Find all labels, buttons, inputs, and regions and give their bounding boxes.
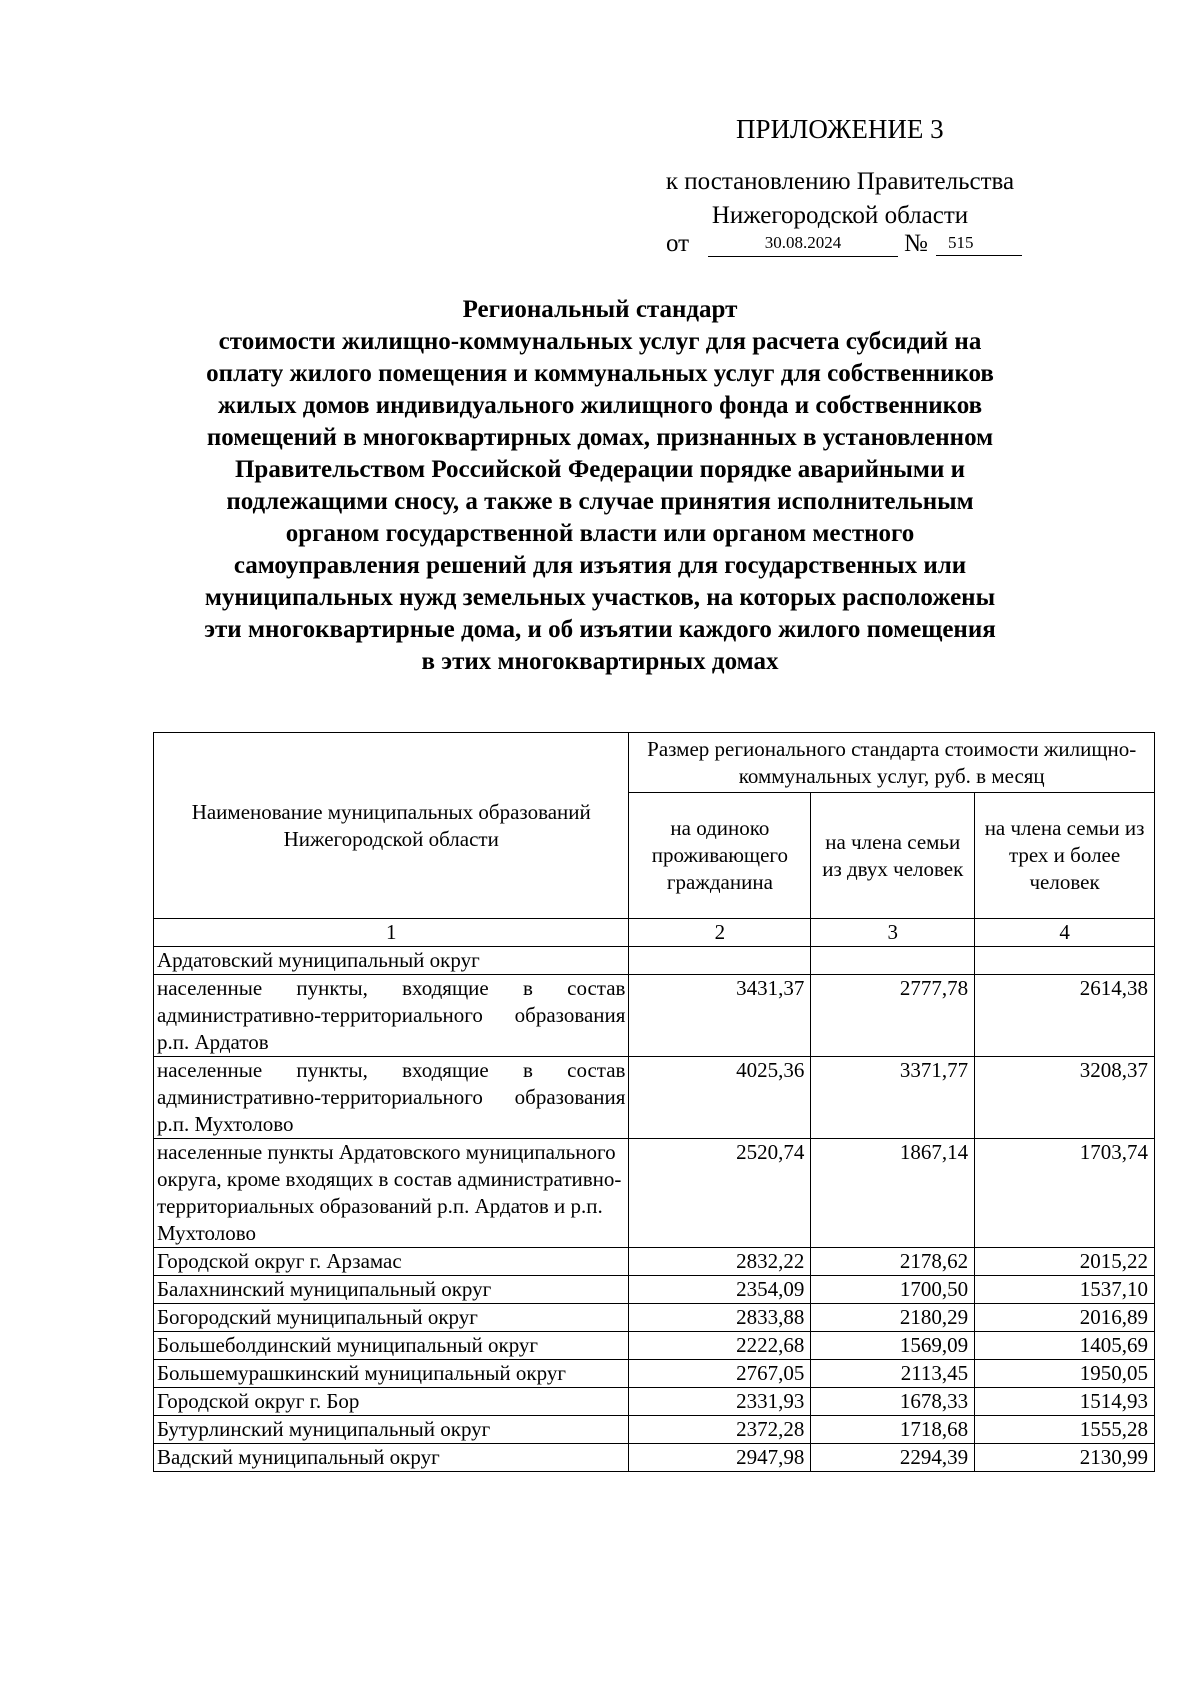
value-three-plus: 1703,74 bbox=[975, 1139, 1155, 1248]
table-row bbox=[154, 1139, 1155, 1248]
header-two-person: на члена семьи из двух человек bbox=[811, 793, 975, 919]
value-single: 2947,98 bbox=[629, 1444, 811, 1472]
table-row bbox=[154, 1304, 1155, 1332]
value-single: 4025,36 bbox=[629, 1057, 811, 1139]
table-row bbox=[154, 1248, 1155, 1276]
title-line: в этих многоквартирных домах bbox=[421, 648, 779, 675]
value-single: 2372,28 bbox=[629, 1416, 811, 1444]
value-single bbox=[629, 947, 811, 975]
value-two-person: 2178,62 bbox=[811, 1248, 975, 1276]
table-row bbox=[154, 1057, 1155, 1139]
header-municipality: Наименование муниципальных образований Нижегородской области bbox=[154, 733, 629, 919]
title-line: оплату жилого помещения и коммунальных услуг для собственников bbox=[206, 360, 994, 387]
value-three-plus: 3208,37 bbox=[975, 1057, 1155, 1139]
value-two-person bbox=[811, 947, 975, 975]
index-cell: 3 bbox=[811, 919, 975, 947]
value-single: 2833,88 bbox=[629, 1304, 811, 1332]
header-three-plus: на члена семьи из трех и более человек bbox=[975, 793, 1155, 919]
number-value: 515 bbox=[936, 232, 1022, 256]
title-line: стоимости жилищно-коммунальных услуг для расчета субсидий на bbox=[218, 328, 982, 355]
value-three-plus: 1514,93 bbox=[975, 1388, 1155, 1416]
header-group: Размер регионального стандарта стоимости жилищно-коммунальных услуг, руб. в месяц bbox=[629, 733, 1155, 793]
municipality-name: Богородский муниципальный округ bbox=[154, 1304, 629, 1332]
table-row bbox=[154, 1388, 1155, 1416]
value-two-person: 2113,45 bbox=[811, 1360, 975, 1388]
value-two-person: 1700,50 bbox=[811, 1276, 975, 1304]
appendix-label: ПРИЛОЖЕНИЕ 3 bbox=[736, 114, 944, 144]
table-row bbox=[154, 1276, 1155, 1304]
value-single: 2767,05 bbox=[629, 1360, 811, 1388]
value-three-plus: 1555,28 bbox=[975, 1416, 1155, 1444]
municipality-name: Ардатовский муниципальный округ bbox=[154, 947, 629, 975]
municipality-name: Большеболдинский муниципальный округ bbox=[154, 1332, 629, 1360]
decree-line-2: Нижегородской области bbox=[711, 202, 969, 229]
municipality-name: Бутурлинский муниципальный округ bbox=[154, 1416, 629, 1444]
index-row bbox=[154, 919, 1155, 947]
decree-line-1: к постановлению Правительства bbox=[665, 168, 1015, 195]
value-single: 2331,93 bbox=[629, 1388, 811, 1416]
value-three-plus: 2016,89 bbox=[975, 1304, 1155, 1332]
title-line: помещений в многоквартирных домах, признанных в установленном bbox=[206, 424, 994, 451]
municipality-name: Вадский муниципальный округ bbox=[154, 1444, 629, 1472]
value-three-plus bbox=[975, 947, 1155, 975]
value-single: 2222,68 bbox=[629, 1332, 811, 1360]
value-two-person: 3371,77 bbox=[811, 1057, 975, 1139]
title-line: эти многоквартирные дома, и об изъятии каждого жилого помещения bbox=[204, 616, 996, 643]
value-single: 2520,74 bbox=[629, 1139, 811, 1248]
municipality-name: населенные пункты, входящие в состав административно-территориального образования р.п. Мухтолово bbox=[154, 1057, 629, 1139]
municipality-name: Большемурашкинский муниципальный округ bbox=[154, 1360, 629, 1388]
title-line: органом государственной власти или органом местного bbox=[285, 520, 915, 547]
value-two-person: 1569,09 bbox=[811, 1332, 975, 1360]
document-title bbox=[150, 294, 1050, 678]
value-two-person: 2777,78 bbox=[811, 975, 975, 1057]
header-single: на одиноко проживающего гражданина bbox=[629, 793, 811, 919]
decree-reference bbox=[640, 165, 1040, 233]
value-two-person: 1718,68 bbox=[811, 1416, 975, 1444]
municipality-name: Городской округ г. Арзамас bbox=[154, 1248, 629, 1276]
title-line: жилых домов индивидуального жилищного фонда и собственников bbox=[217, 392, 983, 419]
table-row bbox=[154, 1332, 1155, 1360]
table-row bbox=[154, 975, 1155, 1057]
value-three-plus: 2130,99 bbox=[975, 1444, 1155, 1472]
municipality-name: населенные пункты, входящие в состав административно-территориального образования р.п. Ардатов bbox=[154, 975, 629, 1057]
number-label: № bbox=[904, 230, 928, 257]
value-three-plus: 1537,10 bbox=[975, 1276, 1155, 1304]
title-line: Региональный стандарт bbox=[462, 296, 738, 323]
municipality-name: Балахнинский муниципальный округ bbox=[154, 1276, 629, 1304]
title-line: муниципальных нужд земельных участков, на которых расположены bbox=[204, 584, 996, 611]
title-line: подлежащими сносу, а также в случае принятия исполнительным bbox=[226, 488, 974, 515]
value-single: 2832,22 bbox=[629, 1248, 811, 1276]
index-cell: 1 bbox=[154, 919, 629, 947]
value-two-person: 1867,14 bbox=[811, 1139, 975, 1248]
title-line: Правительством Российской Федерации порядке аварийными и bbox=[234, 456, 966, 483]
table-row bbox=[154, 947, 1155, 975]
table-row bbox=[154, 1360, 1155, 1388]
municipality-name: населенные пункты Ардатовского муниципального округа, кроме входящих в состав административно-территориальных образований р.п. Ардатов и р.п. Мухтолово bbox=[154, 1139, 629, 1248]
table-row bbox=[154, 1416, 1155, 1444]
index-cell: 2 bbox=[629, 919, 811, 947]
date-value: 30.08.2024 bbox=[708, 232, 898, 257]
index-cell: 4 bbox=[975, 919, 1155, 947]
value-three-plus: 1950,05 bbox=[975, 1360, 1155, 1388]
value-two-person: 2294,39 bbox=[811, 1444, 975, 1472]
date-label: от bbox=[666, 230, 690, 257]
value-three-plus: 2614,38 bbox=[975, 975, 1155, 1057]
value-single: 3431,37 bbox=[629, 975, 811, 1057]
value-two-person: 1678,33 bbox=[811, 1388, 975, 1416]
value-three-plus: 1405,69 bbox=[975, 1332, 1155, 1360]
title-line: самоуправления решений для изъятия для государственных или bbox=[233, 552, 967, 579]
standard-table bbox=[153, 732, 1155, 1472]
municipality-name: Городской округ г. Бор bbox=[154, 1388, 629, 1416]
value-three-plus: 2015,22 bbox=[975, 1248, 1155, 1276]
value-single: 2354,09 bbox=[629, 1276, 811, 1304]
table-row bbox=[154, 1444, 1155, 1472]
value-two-person: 2180,29 bbox=[811, 1304, 975, 1332]
